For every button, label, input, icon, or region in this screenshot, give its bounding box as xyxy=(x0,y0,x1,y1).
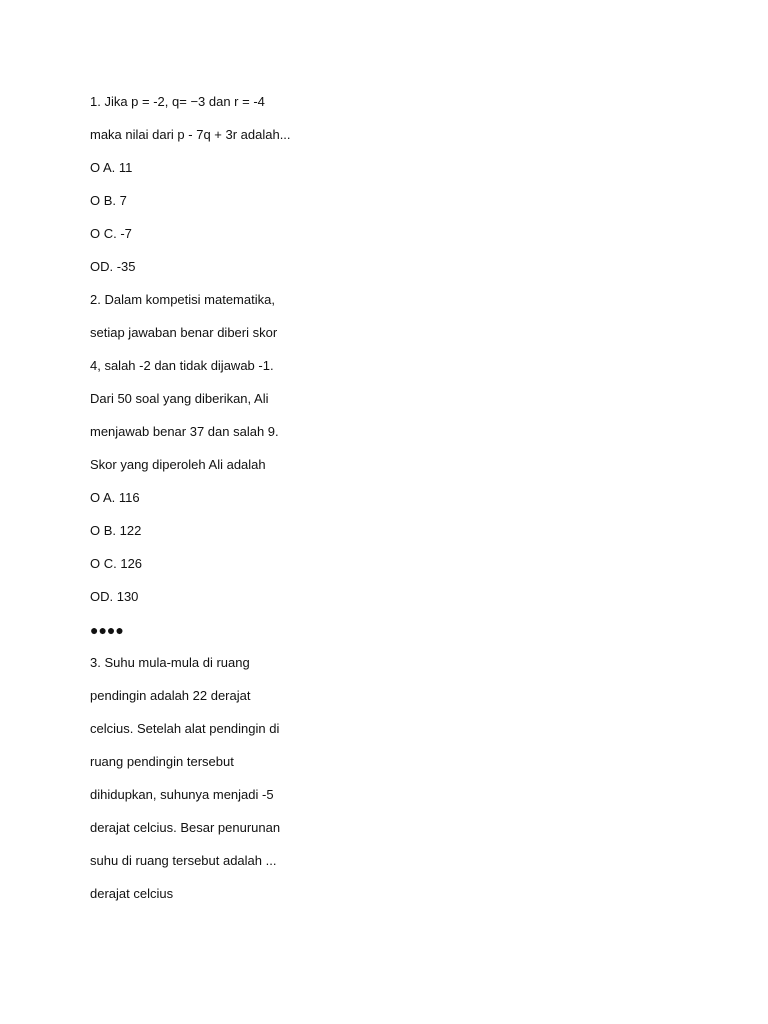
question-1-text: 1. Jika p = -2, q= −3 dan r = -4 xyxy=(90,94,265,109)
question-2-text: Skor yang diperoleh Ali adalah xyxy=(90,457,266,472)
question-1-text: maka nilai dari p - 7q + 3r adalah... xyxy=(90,127,291,142)
separator-dots: ●●●● xyxy=(90,622,124,638)
question-2-text: Dari 50 soal yang diberikan, Ali xyxy=(90,391,269,406)
question-3-text: pendingin adalah 22 derajat xyxy=(90,688,251,703)
question-2-text: 2. Dalam kompetisi matematika, xyxy=(90,292,275,307)
question-2-option-c: O C. 126 xyxy=(90,556,143,571)
question-3-text: derajat celcius. Besar penurunan xyxy=(90,820,281,835)
question-2-text: setiap jawaban benar diberi skor xyxy=(90,325,278,340)
question-3-text: celcius. Setelah alat pendingin di xyxy=(90,721,280,736)
question-3-text: ruang pendingin tersebut xyxy=(90,754,234,769)
question-1-option-d: OD. -35 xyxy=(90,259,136,274)
question-1-option-c: O C. -7 xyxy=(90,226,132,241)
question-3-text: dihidupkan, suhunya menjadi -5 xyxy=(90,787,274,802)
question-2-option-b: O B. 122 xyxy=(90,523,142,538)
document-body xyxy=(90,92,291,917)
question-3-text: derajat celcius xyxy=(90,886,174,901)
question-2-text: menjawab benar 37 dan salah 9. xyxy=(90,424,279,439)
question-3-text: 3. Suhu mula-mula di ruang xyxy=(90,655,250,670)
question-2-text: 4, salah -2 dan tidak dijawab -1. xyxy=(90,358,274,373)
question-2-option-d: OD. 130 xyxy=(90,589,139,604)
question-1-option-b: O B. 7 xyxy=(90,193,127,208)
question-3-text: suhu di ruang tersebut adalah ... xyxy=(90,853,277,868)
question-1-option-a: O A. 11 xyxy=(90,160,133,175)
question-2-option-a: O A. 116 xyxy=(90,490,140,505)
